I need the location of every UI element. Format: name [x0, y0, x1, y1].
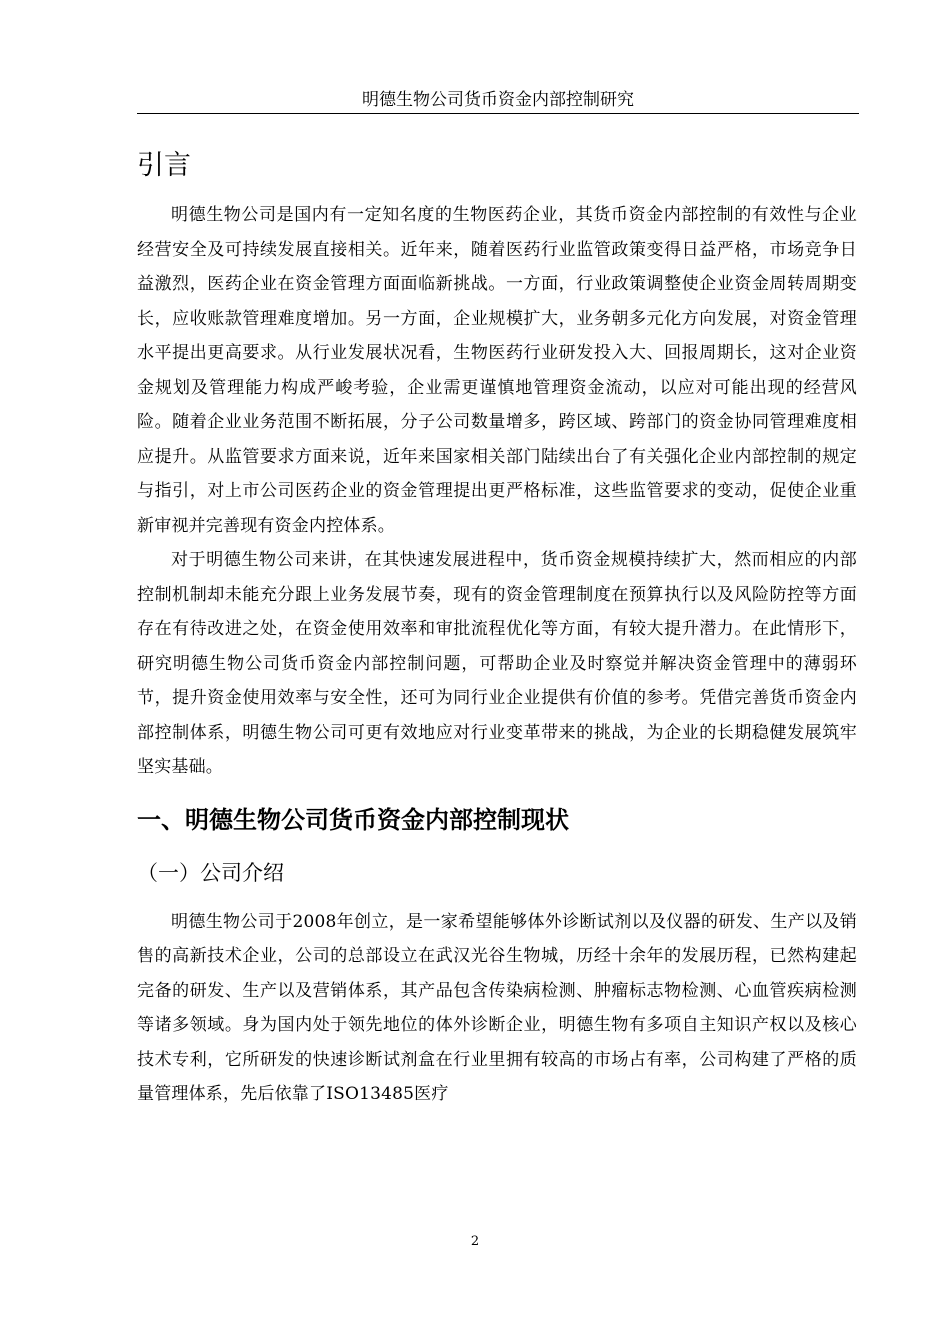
intro-paragraph-2: 对于明德生物公司来讲，在其快速发展进程中，货币资金规模持续扩大，然而相应的内部控制机制却未能充分跟上业务发展节奏，现有的资金管理制度在预算执行以及风险防控等方面存在有待改进之处，在资金使用效率和审批流程优化等方面，有较大提升潜力。在此情形下，研究明德生物公司货币资金内部控制问题，可帮助企业及时察觉并解决资金管理中的薄弱环节，提升资金使用效率与安全性，还可为同行业企业提供有价值的参考。凭借完善货币资金内部控制体系，明德生物公司可更有效地应对行业变革带来的挑战，为企业的长期稳健发展筑牢坚实基础。 [137, 550, 857, 777]
header-rule [137, 113, 859, 114]
page-content [137, 140, 857, 1112]
page-number: 2 [470, 1234, 480, 1249]
running-header: 明德生物公司货币资金内部控制研究 [362, 90, 634, 110]
subsection-heading: （一）公司介绍 [137, 860, 284, 885]
intro-heading: 引言 [137, 150, 191, 181]
company-paragraph: 明德生物公司于2008年创立，是一家希望能够体外诊断试剂以及仪器的研发、生产以及销售的高新技术企业，公司的总部设立在武汉光谷生物城，历经十余年的发展历程，已然构建起完备的研发、生产以及营销体系，其产品包含传染病检测、肿瘤标志物检测、心血管疾病检测等诸多领域。身为国内处于领先地位的体外诊断企业，明德生物有多项自主知识产权以及核心技术专利，它所研发的快速诊断试剂盒在行业里拥有较高的市场占有率，公司构建了严格的质量管理体系，先后依靠了ISO13485医疗 [137, 911, 857, 1104]
chapter-heading: 一、明德生物公司货币资金内部控制现状 [137, 805, 569, 834]
intro-paragraph-1: 明德生物公司是国内有一定知名度的生物医药企业，其货币资金内部控制的有效性与企业经营安全及可持续发展直接相关。近年来，随着医药行业监管政策变得日益严格，市场竞争日益激烈，医药企业在资金管理方面面临新挑战。一方面，行业政策调整使企业资金周转周期变长，应收账款管理难度增加。另一方面，企业规模扩大，业务朝多元化方向发展，对资金管理水平提出更高要求。从行业发展状况看，生物医药行业研发投入大、回报周期长，这对企业资金规划及管理能力构成严峻考验，企业需更谨慎地管理资金流动，以应对可能出现的经营风险。随着企业业务范围不断拓展，分子公司数量增多，跨区域、跨部门的资金协同管理难度相应提升。从监管要求方面来说，近年来国家相关部门陆续出台了有关强化企业内部控制的规定与指引，对上市公司医药企业的资金管理提出更严格标准，这些监管要求的变动，促使企业重新审视并完善现有资金内控体系。 [137, 205, 857, 536]
